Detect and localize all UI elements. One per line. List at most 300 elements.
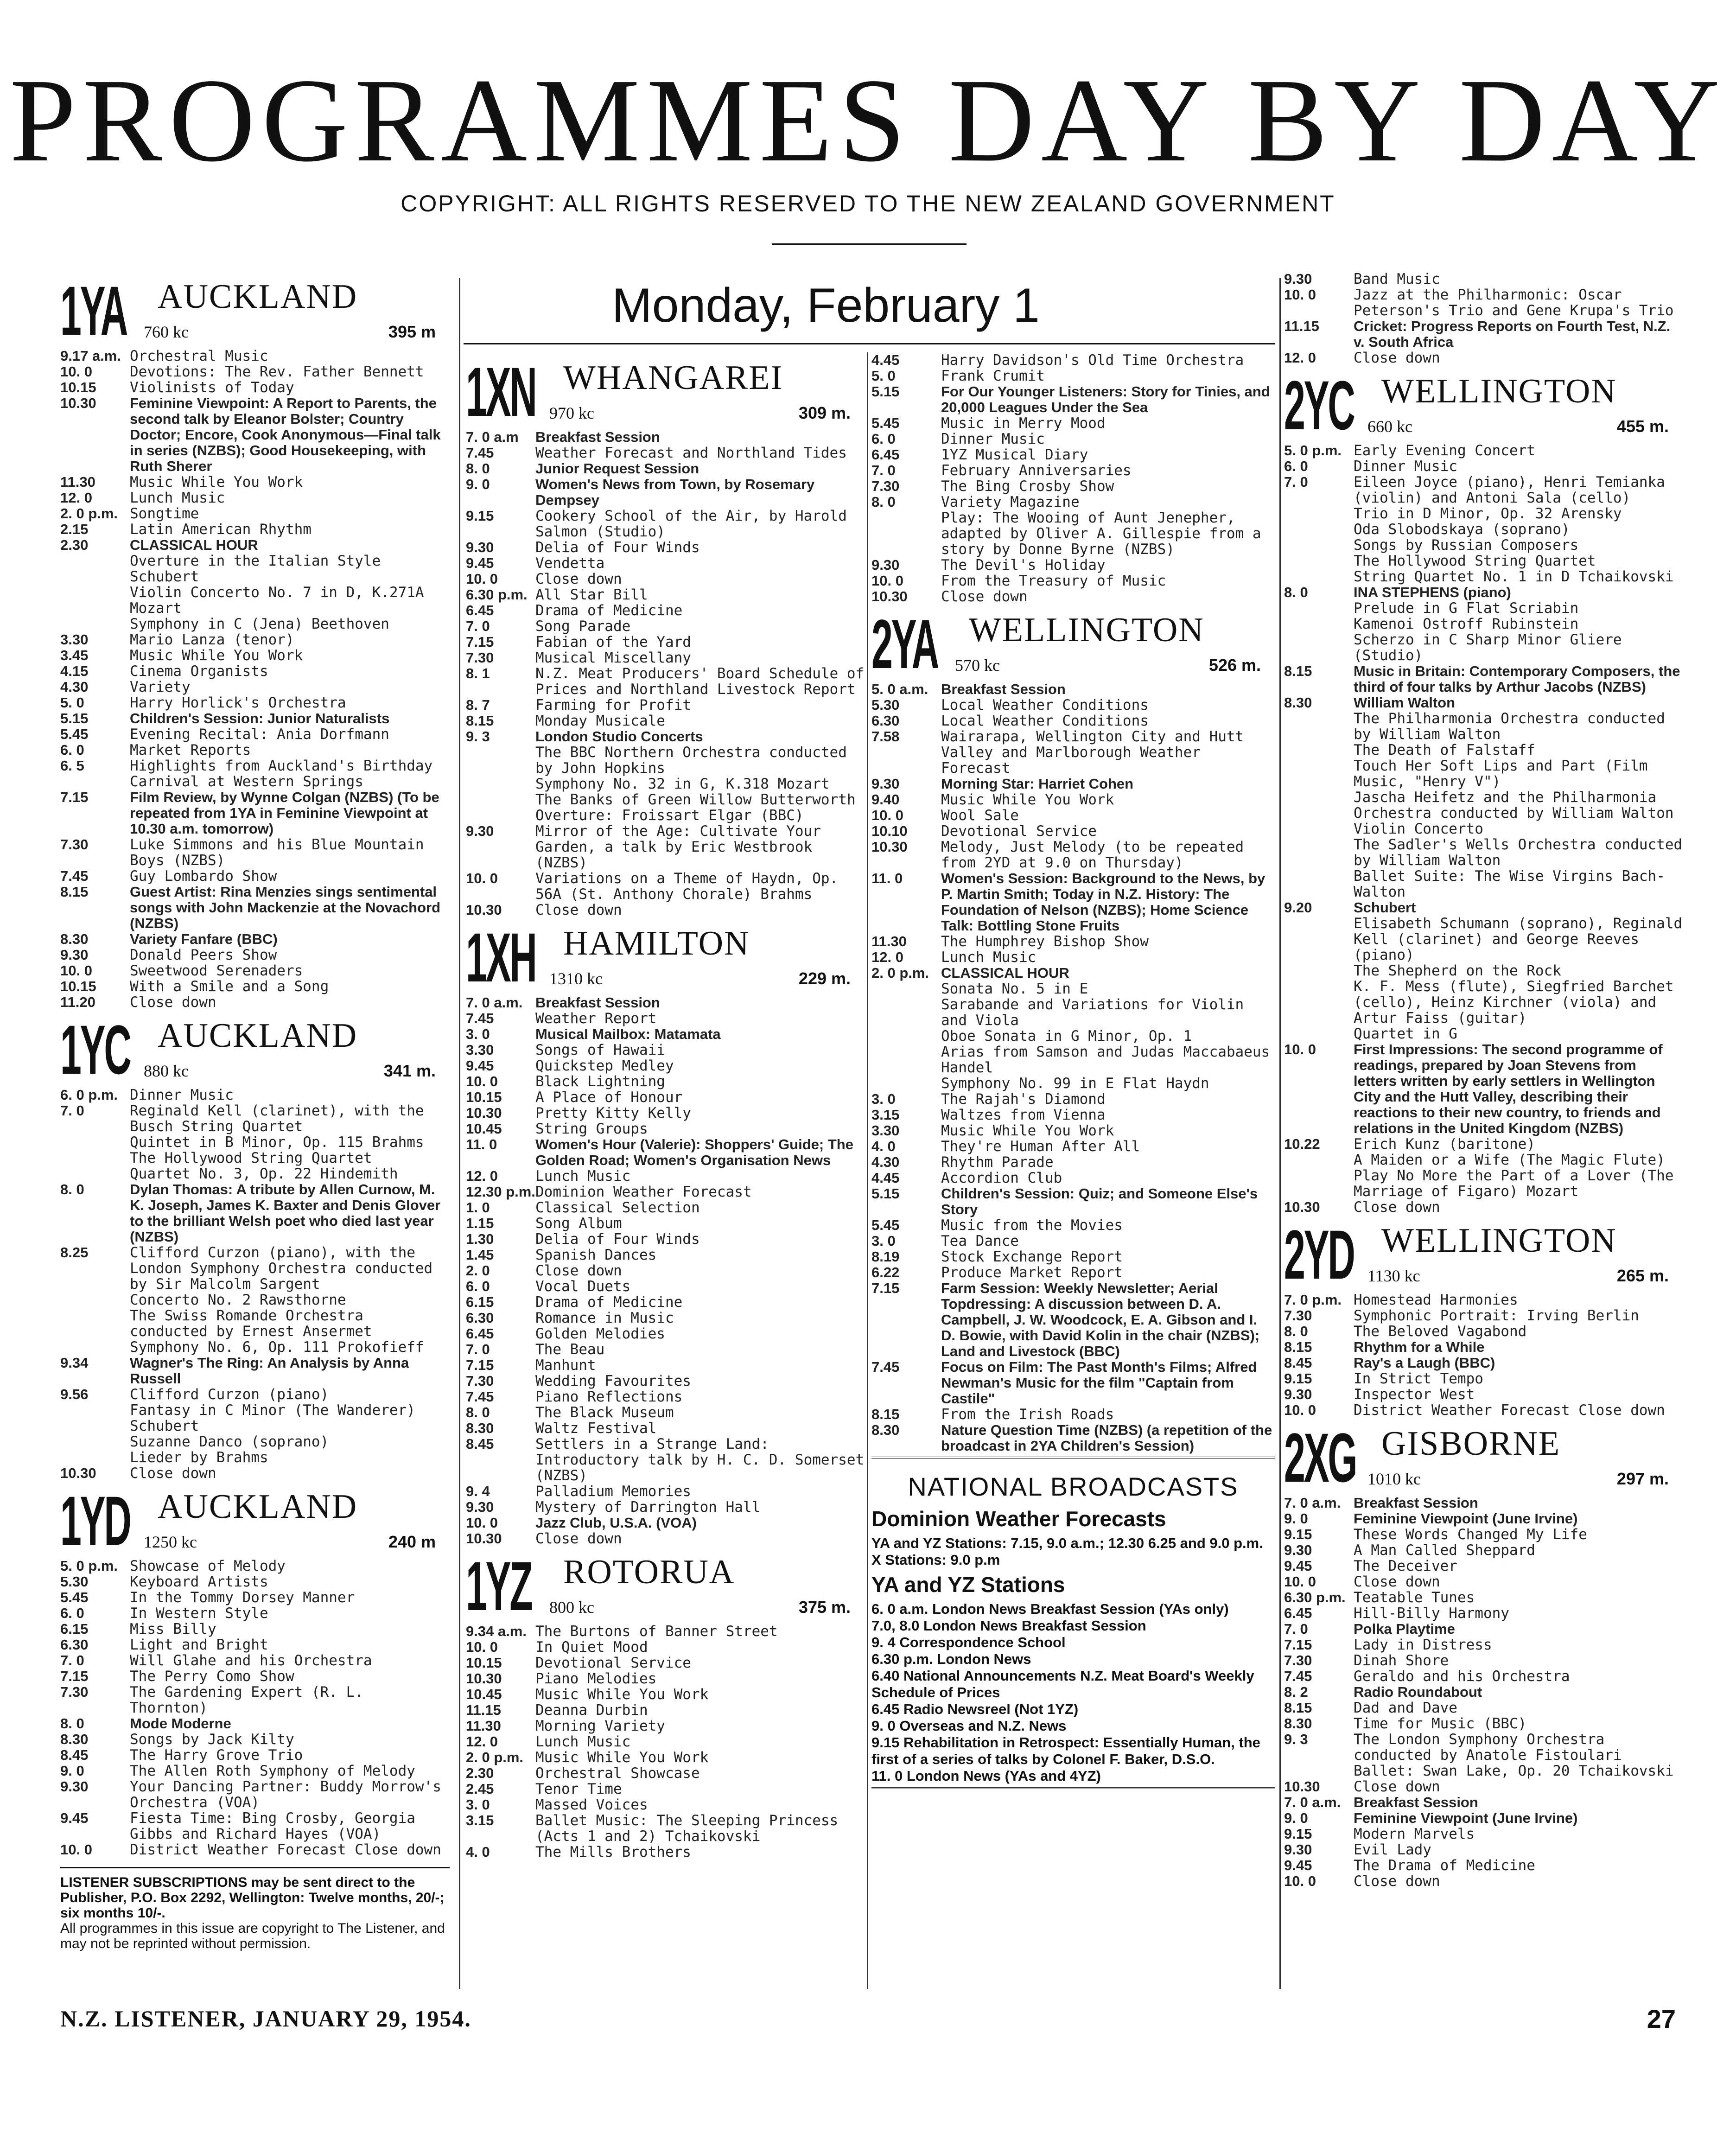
programme-title: Fiesta Time: Bing Crosby, Georgia Gibbs and Richard Hayes (VOA) bbox=[130, 1810, 415, 1842]
programme-title: Breakfast Session bbox=[1354, 1795, 1478, 1810]
programme-entry bbox=[466, 571, 865, 587]
programme-time: 8. 0 bbox=[466, 1404, 490, 1420]
programme-title: Close down bbox=[1354, 1873, 1440, 1889]
programme-time: 8. 7 bbox=[466, 697, 490, 713]
programme-title: In Strict Tempo bbox=[1354, 1371, 1483, 1387]
page-number: 27 bbox=[1647, 2004, 1676, 2033]
programme-time: 7.30 bbox=[1284, 1307, 1312, 1324]
programme-entry bbox=[466, 1797, 865, 1813]
programme-entry bbox=[466, 729, 865, 745]
programme-title: Palladium Memories bbox=[535, 1484, 691, 1499]
programme-time: 5. 0 p.m. bbox=[1284, 442, 1342, 459]
programme-entry bbox=[466, 1750, 865, 1765]
station-frequency: 1130 kc bbox=[1367, 1267, 1420, 1285]
programme-title: Jazz at the Philharmonic: Oscar Peterson's Trio and Gene Krupa's Trio bbox=[1354, 287, 1674, 318]
header-rule bbox=[772, 243, 967, 245]
programme-entry bbox=[1284, 600, 1683, 616]
programme-time: 7. 0 bbox=[60, 1652, 84, 1669]
programme-title: Farming for Profit bbox=[535, 697, 691, 713]
programme-title: Symphony No. 6, Op. 111 Prokofieff bbox=[130, 1339, 424, 1355]
programme-title: A Place of Honour bbox=[535, 1089, 683, 1105]
programme-time: 10. 0 bbox=[466, 1515, 498, 1531]
programme-time: 7. 0 p.m. bbox=[1284, 1292, 1342, 1308]
programme-time: 9.15 bbox=[466, 508, 494, 524]
programme-time: 8. 0 bbox=[871, 494, 896, 510]
programme-entry bbox=[871, 1170, 1275, 1186]
programme-entry bbox=[466, 1702, 865, 1718]
programme-entry bbox=[60, 884, 450, 931]
column-divider bbox=[867, 352, 868, 1989]
national-broadcasts-title: NATIONAL BROADCASTS bbox=[908, 1472, 1239, 1501]
programme-time: 6.45 bbox=[1284, 1605, 1312, 1621]
programme-title: Orchestral Music bbox=[130, 348, 268, 364]
programme-title: The Beau bbox=[535, 1342, 605, 1357]
programme-time bbox=[60, 616, 130, 632]
station-frequency: 660 kc bbox=[1367, 417, 1412, 436]
programme-title: Music While You Work bbox=[941, 792, 1114, 808]
programme-title: Radio Roundabout bbox=[1354, 1684, 1482, 1700]
programme-entry bbox=[60, 1810, 450, 1842]
programme-entry bbox=[60, 1355, 450, 1387]
programme-title: Stock Exchange Report bbox=[941, 1249, 1123, 1265]
programme-entry bbox=[466, 445, 865, 461]
programme-title: Will Glahe and his Orchestra bbox=[130, 1653, 372, 1669]
programme-entry bbox=[466, 1184, 865, 1200]
programme-entry bbox=[466, 1026, 865, 1042]
station-name: HAMILTON bbox=[563, 924, 750, 962]
national-broadcast-item: 6.40 National Announcements N.Z. Meat Board's Weekly Schedule of Prices bbox=[871, 1668, 1254, 1701]
programme-title: String Groups bbox=[535, 1121, 648, 1137]
programme-title: A Maiden or a Wife (The Magic Flute) bbox=[1354, 1152, 1665, 1168]
programme-time: 7. 0 bbox=[466, 1341, 490, 1357]
programme-title: The London Symphony Orchestra conducted by Anatole Fistoulari bbox=[1354, 1732, 1622, 1763]
programme-time: 8.45 bbox=[466, 1436, 494, 1452]
programme-title: Romance in Music bbox=[535, 1310, 674, 1326]
programme-time: 11.30 bbox=[466, 1718, 501, 1734]
programme-entry bbox=[60, 1842, 450, 1858]
programme-entry bbox=[1284, 1669, 1683, 1684]
programme-time: 8. 0 bbox=[1284, 584, 1308, 600]
programme-list-2yc bbox=[1284, 443, 1683, 1215]
programme-time: 8.30 bbox=[60, 1731, 89, 1747]
programme-time: 9.34 a.m. bbox=[466, 1623, 527, 1639]
programme-entry bbox=[1284, 1684, 1683, 1700]
programme-entry bbox=[1284, 1136, 1683, 1152]
programme-time bbox=[1284, 506, 1354, 522]
programme-entry bbox=[60, 1732, 450, 1747]
programme-time: 3.45 bbox=[60, 647, 89, 663]
programme-entry bbox=[871, 1249, 1275, 1265]
programme-title: Dad and Dave bbox=[1354, 1700, 1457, 1716]
programme-title: Kamenoi Ostroff Rubinstein bbox=[1354, 616, 1579, 632]
programme-title: N.Z. Meat Producers' Board Schedule of Prices and Northland Livestock Report bbox=[535, 666, 865, 697]
programme-time: 7.30 bbox=[466, 650, 494, 666]
national-broadcast-item: 6.45 Radio Newsreel (Not 1YZ) bbox=[871, 1701, 1079, 1717]
programme-entry bbox=[1284, 585, 1683, 600]
programme-entry bbox=[466, 995, 865, 1011]
programme-time: 9.30 bbox=[1284, 1386, 1312, 1402]
programme-title: The Banks of Green Willow Butterworth bbox=[535, 792, 856, 808]
programme-entry bbox=[1284, 1700, 1683, 1716]
programme-title: Schubert bbox=[1354, 900, 1416, 916]
programme-title: Songs of Hawaii bbox=[535, 1042, 665, 1058]
programme-entry bbox=[1284, 1292, 1683, 1308]
programme-time: 9.45 bbox=[1284, 1857, 1312, 1873]
programme-title: Pretty Kitty Kelly bbox=[535, 1105, 691, 1121]
programme-entry bbox=[60, 616, 450, 632]
station-frequency: 760 kc bbox=[144, 323, 189, 341]
programme-time: 7.45 bbox=[871, 1359, 900, 1375]
programme-time: 10.30 bbox=[871, 839, 908, 855]
station-header-1yz bbox=[466, 1547, 865, 1625]
programme-title: The Sadler's Wells Orchestra conducted by William Walton bbox=[1354, 837, 1683, 868]
programme-time: 9.45 bbox=[466, 1057, 494, 1074]
programme-time: 10.22 bbox=[1284, 1136, 1320, 1152]
programme-time: 12. 0 bbox=[466, 1733, 498, 1750]
programme-time: 10. 0 bbox=[1284, 1402, 1316, 1418]
programme-title: Time for Music (BBC) bbox=[1354, 1716, 1527, 1732]
day-heading-rule bbox=[464, 343, 1275, 344]
station-name: AUCKLAND bbox=[158, 278, 358, 316]
station-name: AUCKLAND bbox=[158, 1488, 358, 1526]
programme-entry bbox=[871, 589, 1275, 605]
programme-entry bbox=[466, 1279, 865, 1294]
programme-entry bbox=[871, 1233, 1275, 1249]
programme-entry bbox=[60, 679, 450, 695]
programme-title: Produce Market Report bbox=[941, 1265, 1123, 1280]
programme-entry bbox=[60, 1182, 450, 1245]
programme-list-2yd bbox=[1284, 1292, 1683, 1418]
programme-time: 4. 0 bbox=[466, 1844, 490, 1860]
programme-time: 8.30 bbox=[466, 1420, 494, 1436]
programme-time: 12.30 p.m. bbox=[466, 1184, 535, 1200]
station-name: WELLINGTON bbox=[969, 611, 1204, 649]
national-broadcast-item: 6. 0 a.m. London News Breakfast Session (YAs only) bbox=[871, 1601, 1229, 1617]
programme-time bbox=[60, 1450, 130, 1465]
programme-time: 1. 0 bbox=[466, 1199, 490, 1216]
programme-time: 11. 0 bbox=[871, 870, 903, 886]
programme-title: Lunch Music bbox=[535, 1168, 631, 1184]
programme-entry bbox=[60, 1292, 450, 1308]
programme-time: 9.45 bbox=[60, 1810, 89, 1826]
programme-entry bbox=[60, 553, 450, 585]
programme-entry bbox=[466, 1326, 865, 1342]
programme-time: 9.30 bbox=[466, 823, 494, 839]
programme-title: Fantasy in C Minor (The Wanderer) Schubert bbox=[130, 1402, 415, 1434]
national-broadcast-item: 9. 0 Overseas and N.Z. News bbox=[871, 1718, 1067, 1734]
programme-entry bbox=[1284, 916, 1683, 963]
programme-entry bbox=[60, 1558, 450, 1574]
programme-title: Women's Hour (Valerie): Shoppers' Guide; The Golden Road; Women's Organisation News bbox=[535, 1137, 853, 1168]
programme-list-2yc-top bbox=[1284, 271, 1683, 366]
programme-entry bbox=[466, 1089, 865, 1105]
programme-title: Women's Session: Background to the News, by P. Martin Smith; Today in N.Z. History: The Foundation of Nelson (NZBS); Home Science Talk: Bottling Stone Fruits bbox=[941, 871, 1265, 934]
programme-title: Lunch Music bbox=[535, 1734, 631, 1750]
station-call-sign: 1YD bbox=[60, 1482, 130, 1560]
programme-time: 6. 0 bbox=[60, 742, 84, 758]
programme-time bbox=[1284, 837, 1354, 868]
programme-title: The Swiss Romande Orchestra conducted by Ernest Ansermet bbox=[130, 1308, 372, 1339]
programme-time: 10. 0 bbox=[466, 571, 498, 587]
programme-time: 9.15 bbox=[1284, 1826, 1312, 1842]
programme-time: 10.15 bbox=[466, 1655, 502, 1671]
programme-time: 4.30 bbox=[871, 1154, 900, 1170]
programme-title: With a Smile and a Song bbox=[130, 979, 329, 994]
programme-entry bbox=[60, 632, 450, 648]
programme-title: Breakfast Session bbox=[941, 681, 1066, 697]
programme-title: Music from the Movies bbox=[941, 1217, 1123, 1233]
programme-entry bbox=[1284, 1716, 1683, 1732]
programme-title: Geraldo and his Orchestra bbox=[1354, 1669, 1570, 1684]
programme-title: Highlights from Auckland's Birthday Carnival at Western Springs bbox=[130, 758, 433, 790]
programme-title: The Humphrey Bishop Show bbox=[941, 934, 1149, 949]
programme-title: Modern Marvels bbox=[1354, 1826, 1475, 1842]
programme-entry bbox=[871, 1186, 1275, 1217]
programme-title: Fabian of the Yard bbox=[535, 634, 691, 650]
programme-time: 11.15 bbox=[1284, 318, 1319, 334]
programme-entry bbox=[466, 477, 865, 508]
programme-time: 7.15 bbox=[60, 1668, 89, 1684]
programme-time: 7.15 bbox=[466, 1357, 494, 1373]
programme-time: 1.30 bbox=[466, 1231, 494, 1247]
programme-time bbox=[60, 1339, 130, 1355]
programme-entry bbox=[1284, 837, 1683, 868]
station-header-1ya bbox=[60, 272, 450, 350]
programme-title: Settlers in a Strange Land: Introductory talk by H. C. D. Somerset (NZBS) bbox=[535, 1436, 865, 1484]
programme-title: CLASSICAL HOUR bbox=[130, 537, 258, 553]
programme-entry bbox=[466, 429, 865, 445]
programme-entry bbox=[1284, 271, 1683, 287]
programme-time: 6.45 bbox=[466, 1325, 494, 1342]
page-title: PROGRAMMES DAY BY DAY bbox=[9, 54, 1727, 186]
programme-entry bbox=[871, 510, 1275, 557]
programme-title: Hill-Billy Harmony bbox=[1354, 1605, 1509, 1621]
column-3 bbox=[871, 352, 1275, 1994]
programme-entry bbox=[60, 1653, 450, 1669]
programme-time: 7.45 bbox=[466, 445, 494, 461]
programme-time: 10. 0 bbox=[1284, 1041, 1316, 1057]
programme-title: Lady in Distress bbox=[1354, 1637, 1492, 1653]
programme-time: 3.15 bbox=[466, 1812, 494, 1828]
programme-time: 10. 0 bbox=[1284, 1873, 1316, 1889]
programme-list-1ya bbox=[60, 348, 450, 1010]
programme-title: Quickstep Medley bbox=[535, 1058, 674, 1074]
programme-time bbox=[1284, 553, 1354, 569]
programme-entry bbox=[466, 1405, 865, 1420]
programme-entry bbox=[60, 695, 450, 711]
programme-time: 9.30 bbox=[60, 947, 89, 963]
programme-title: Deanna Durbin bbox=[535, 1702, 648, 1718]
programme-title: Drama of Medicine bbox=[535, 1294, 683, 1310]
programme-time: 10.10 bbox=[871, 823, 908, 839]
national-broadcast-item: 9. 4 Correspondence School bbox=[871, 1634, 1066, 1650]
programme-entry bbox=[871, 463, 1275, 478]
programme-time: 10.30 bbox=[871, 588, 908, 605]
programme-title: The Shepherd on the Rock bbox=[1354, 963, 1561, 979]
programme-entry bbox=[1284, 318, 1683, 350]
programme-time: 10.30 bbox=[466, 1105, 502, 1121]
programme-time: 5.15 bbox=[871, 1185, 900, 1202]
national-broadcast-item: 9.15 Rehabilitation in Retrospect: Essentially Human, the first of a series of talks by Colonel F. Baker, D.S.O. bbox=[871, 1734, 1260, 1767]
programme-time: 10. 0 bbox=[60, 363, 92, 380]
programme-entry bbox=[60, 1134, 450, 1150]
programme-entry bbox=[1284, 1558, 1683, 1574]
programme-entry bbox=[1284, 1152, 1683, 1168]
programme-title: The Deceiver bbox=[1354, 1558, 1457, 1574]
programme-title: For Our Younger Listeners: Story for Tinies, and 20,000 Leagues Under the Sea bbox=[941, 384, 1270, 415]
programme-title: K. F. Mess (flute), Siegfried Barchet (cello), Heinz Kirchner (viola) and Artur Faiss (guitar) bbox=[1354, 979, 1674, 1026]
programme-title: Close down bbox=[1354, 1574, 1440, 1590]
programme-time bbox=[466, 745, 535, 776]
programme-title: Classical Selection bbox=[535, 1200, 700, 1216]
programme-time: 4.45 bbox=[871, 352, 900, 368]
programme-time bbox=[1284, 916, 1354, 963]
programme-time: 10. 0 bbox=[466, 870, 498, 886]
programme-time: 9.30 bbox=[466, 539, 494, 555]
programme-list-1yz-continued bbox=[871, 352, 1275, 605]
programme-entry bbox=[466, 745, 865, 776]
programme-title: Song Parade bbox=[535, 618, 631, 634]
programme-time: 7.45 bbox=[466, 1010, 494, 1026]
programme-title: The Rajah's Diamond bbox=[941, 1091, 1106, 1107]
programme-entry bbox=[871, 839, 1275, 871]
programme-title: Eileen Joyce (piano), Henri Temianka (violin) and Antoni Sala (cello) bbox=[1354, 474, 1665, 506]
programme-list-1xh bbox=[466, 995, 865, 1547]
programme-time: 8.25 bbox=[60, 1244, 89, 1261]
programme-entry bbox=[1284, 821, 1683, 837]
programme-list-1yz bbox=[466, 1624, 865, 1860]
column-divider bbox=[459, 278, 460, 1989]
programme-time: 9.30 bbox=[466, 1499, 494, 1515]
programme-title: Variations on a Theme of Haydn, Op. 56A (St. Anthony Chorale) Brahms bbox=[535, 871, 839, 902]
programme-time: 8. 1 bbox=[466, 665, 490, 681]
subscription-rates: LISTENER SUBSCRIPTIONS may be sent direct to the Publisher, P.O. Box 2292, Wellington: Twelve months, 20/-; six months 10/-. bbox=[60, 1875, 445, 1921]
programme-entry bbox=[871, 934, 1275, 949]
programme-entry bbox=[60, 1450, 450, 1465]
programme-time: 12. 0 bbox=[466, 1168, 498, 1184]
programme-title: Violinists of Today bbox=[130, 380, 294, 395]
programme-time: 8.45 bbox=[1284, 1355, 1312, 1371]
programme-entry bbox=[466, 776, 865, 792]
programme-entry bbox=[1284, 616, 1683, 632]
programme-time bbox=[871, 1028, 941, 1044]
programme-time: 8.19 bbox=[871, 1248, 900, 1265]
programme-entry bbox=[871, 1076, 1275, 1091]
column-4 bbox=[1284, 271, 1683, 1996]
programme-title: Feminine Viewpoint (June Irvine) bbox=[1354, 1511, 1578, 1527]
programme-title: Suzanne Danco (soprano) bbox=[130, 1434, 329, 1450]
programme-title: From the Treasury of Music bbox=[941, 573, 1166, 589]
programme-time: 10. 0 bbox=[466, 1639, 498, 1655]
programme-title: Prelude in G Flat Scriabin bbox=[1354, 600, 1579, 616]
programme-title: Dinner Music bbox=[1354, 459, 1457, 474]
programme-time bbox=[466, 792, 535, 808]
programme-time: 8.15 bbox=[466, 713, 494, 729]
programme-list-2ya bbox=[871, 681, 1275, 1454]
programme-time: 4.15 bbox=[60, 663, 89, 679]
programme-entry bbox=[1284, 506, 1683, 522]
programme-time: 12. 0 bbox=[1284, 350, 1316, 366]
programme-title: Quartet No. 3, Op. 22 Hindemith bbox=[130, 1166, 398, 1182]
programme-title: The Beloved Vagabond bbox=[1354, 1324, 1527, 1339]
programme-title: Miss Billy bbox=[130, 1621, 216, 1637]
programme-time: 3. 0 bbox=[466, 1796, 490, 1813]
programme-time: 5.15 bbox=[60, 710, 89, 726]
programme-entry bbox=[466, 1231, 865, 1247]
programme-title: Ray's a Laugh (BBC) bbox=[1354, 1355, 1495, 1371]
programme-time bbox=[60, 1308, 130, 1339]
programme-entry bbox=[871, 713, 1275, 729]
programme-title: Delia of Four Winds bbox=[535, 540, 700, 555]
programme-title: February Anniversaries bbox=[941, 463, 1132, 478]
programme-time bbox=[871, 1076, 941, 1091]
programme-time: 1.45 bbox=[466, 1247, 494, 1263]
programme-time: 10.45 bbox=[466, 1121, 502, 1137]
programme-title: Erich Kunz (baritone) bbox=[1354, 1136, 1535, 1152]
programme-entry bbox=[60, 648, 450, 663]
programme-title: Variety bbox=[130, 679, 191, 695]
station-call-sign: 1YZ bbox=[466, 1547, 532, 1625]
programme-entry bbox=[1284, 1574, 1683, 1590]
programme-title: Rhythm for a While bbox=[1354, 1339, 1485, 1355]
programme-time bbox=[466, 776, 535, 792]
programme-time: 2. 0 p.m. bbox=[60, 505, 118, 522]
programme-title: CLASSICAL HOUR bbox=[941, 965, 1069, 981]
programme-title: Nature Question Time (NZBS) (a repetition of the broadcast in 2YA Children's Session) bbox=[941, 1422, 1272, 1454]
programme-entry bbox=[466, 1844, 865, 1860]
programme-title: Music While You Work bbox=[130, 474, 303, 490]
programme-entry bbox=[1284, 553, 1683, 569]
programme-time: 5.30 bbox=[871, 697, 900, 713]
programme-entry bbox=[466, 1294, 865, 1310]
programme-entry bbox=[1284, 1590, 1683, 1605]
programme-entry bbox=[871, 697, 1275, 713]
programme-entry bbox=[871, 965, 1275, 981]
programme-time: 9.34 bbox=[60, 1355, 89, 1371]
station-name: GISBORNE bbox=[1381, 1425, 1561, 1463]
national-broadcast-item: 11. 0 London News (YAs and 4YZ) bbox=[871, 1768, 1101, 1784]
programme-title: Teatable Tunes bbox=[1354, 1590, 1475, 1605]
programme-title: The Perry Como Show bbox=[130, 1669, 294, 1684]
programme-title: Wedding Favourites bbox=[535, 1373, 691, 1389]
programme-title: Violin Concerto No. 7 in D, K.271A Mozart bbox=[130, 585, 424, 616]
programme-time: 10. 0 bbox=[1284, 287, 1316, 303]
programme-time: 2.30 bbox=[60, 537, 89, 553]
programme-title: Ballet Music: The Sleeping Princess (Acts 1 and 2) Tchaikovski bbox=[535, 1813, 839, 1844]
programme-entry bbox=[60, 506, 450, 522]
programme-entry bbox=[1284, 537, 1683, 553]
programme-title: Cinema Organists bbox=[130, 663, 268, 679]
programme-title: Arias from Samson and Judas Maccabaeus Handel bbox=[941, 1044, 1270, 1076]
programme-title: 1YZ Musical Diary bbox=[941, 447, 1088, 463]
programme-entry bbox=[60, 1339, 450, 1355]
programme-title: The Bing Crosby Show bbox=[941, 478, 1114, 494]
programme-entry bbox=[466, 1011, 865, 1026]
programme-entry bbox=[871, 415, 1275, 431]
programme-time: 9.30 bbox=[1284, 271, 1312, 287]
programme-entry bbox=[60, 1087, 450, 1103]
programme-entry bbox=[60, 537, 450, 553]
programme-title: Sarabande and Variations for Violin and Viola bbox=[941, 997, 1244, 1028]
station-call-sign: 2YD bbox=[1284, 1216, 1354, 1293]
programme-title: Waltz Festival bbox=[535, 1420, 657, 1436]
programme-title: Sweetwood Serenaders bbox=[130, 963, 303, 979]
programme-entry bbox=[60, 1590, 450, 1605]
programme-time: 11. 0 bbox=[466, 1136, 497, 1153]
programme-time: 8.30 bbox=[1284, 694, 1312, 711]
programme-title: Overture in the Italian Style Schubert bbox=[130, 553, 381, 585]
station-name: WELLINGTON bbox=[1381, 372, 1617, 410]
